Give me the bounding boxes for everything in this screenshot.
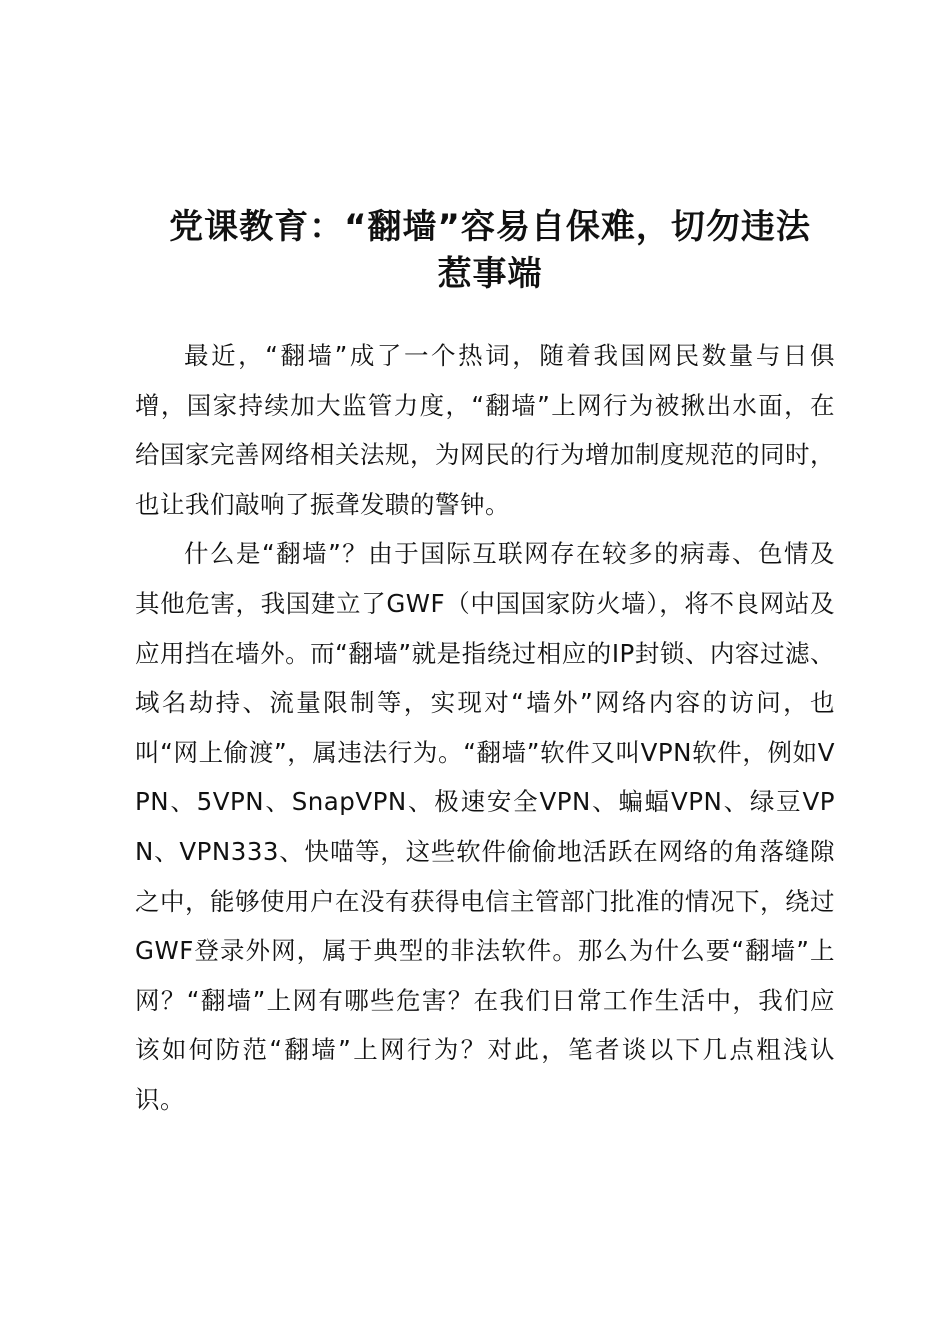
paragraph-2: 什么是“翻墙”？由于国际互联网存在较多的病毒、色情及其他危害，我国建立了GWF（中国国家防火墙），将不良网站及应用挡在墙外。而“翻墙”就是指绕过相应的IP封锁、内容过滤、域名劫持、流量限制等，实现对“墙外”网络内容的访问，也叫“网上偷渡”，属违法行为。“翻墙”软件又叫VPN软件，例如VPN、5VPN、SnapVPN、极速安全VPN、蝙蝠VPN、绿豆VPN、VPN333、快喵等，这些软件偷偷地活跃在网络的角落缝隙之中，能够使用户在没有获得电信主管部门批准的情况下，绕过GWF登录外网，属于典型的非法软件。那么为什么要“翻墙”上网？“翻墙”上网有哪些危害？在我们日常工作生活中，我们应该如何防范“翻墙”上网行为？对此，笔者谈以下几点粗浅认识。 xyxy=(135,539,835,1114)
title-line-1: 党课教育：“翻墙”容易自保难，切勿违法 xyxy=(169,207,811,247)
document-body xyxy=(135,331,835,1125)
document-title xyxy=(120,204,860,298)
title-line-2: 惹事端 xyxy=(437,254,543,294)
paragraph-1: 最近，“翻墙”成了一个热词，随着我国网民数量与日俱增，国家持续加大监管力度，“翻墙”上网行为被揪出水面，在给国家完善网络相关法规，为网民的行为增加制度规范的同时，也让我们敲响了振聋发聩的警钟。 xyxy=(135,341,835,519)
